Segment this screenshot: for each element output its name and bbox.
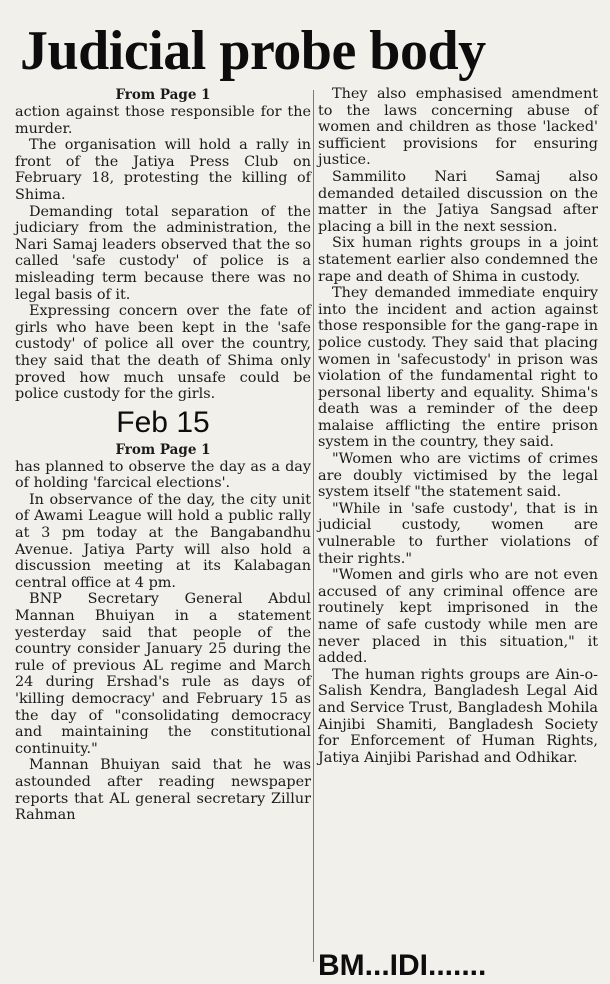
next-article-headline-cropped bbox=[318, 944, 598, 982]
right-column bbox=[318, 86, 598, 766]
article-paragraph: "While in 'safe custody', that is in judicial custody, women are vulnerable to further violations of their rights." bbox=[318, 500, 598, 567]
continued-from-label: From Page 1 bbox=[115, 87, 211, 103]
article-paragraph: In observance of the day, the city unit of Awami League will hold a public rally at 3 pm today at the Bangabandhu Avenue. Jatiya Party will also hold a discussion meeting at its Kalabagan central office at 4 pm. bbox=[15, 491, 311, 591]
article-paragraph: BNP Secretary General Abdul Mannan Bhuiyan in a statement yesterday said that people of the country consider January 25 during the rule of previous AL regime and March 24 during Ershad's rule as days of 'killing democracy' and February 15 as the day of "consolidating democracy and maintaining the constitutional continuity." bbox=[15, 591, 311, 757]
article-paragraph: action against those responsible for the murder. bbox=[15, 104, 311, 137]
article-paragraph: The human rights groups are Ain-o-Salish Kendra, Bangladesh Legal Aid and Service Trust, Bangladesh Mohila Ainjibi Shamiti, Bangladesh Society for Enforcement of Human Rights, Jatiya Ainjibi Parishad and Odhikar. bbox=[318, 666, 598, 766]
article-paragraph: "Women who are victims of crimes are doubly victimised by the legal system itself "the statement said. bbox=[318, 451, 598, 501]
article-paragraph: Demanding total separation of the judiciary from the administration, the Nari Samaj leaders observed that the so called 'safe custody' of police is a misleading term because there was no legal basis of it. bbox=[15, 203, 311, 303]
section-subhead: Feb 15 bbox=[116, 405, 210, 439]
next-headline-text: BM...IDI....... bbox=[318, 949, 487, 982]
headline: Judicial probe body bbox=[20, 20, 486, 82]
left-column bbox=[15, 86, 311, 824]
article-paragraph: They also emphasised amendment to the laws concerning abuse of women and children as those 'lacked' sufficient provisions for ensuring justice. bbox=[318, 86, 598, 169]
article-paragraph: "Women and girls who are not even accused of any criminal offence are routinely kept imprisoned in the name of safe custody while men are never placed in this situation," it added. bbox=[318, 567, 598, 667]
article-paragraph: Six human rights groups in a joint statement earlier also condemned the rape and death of Shima in custody. bbox=[318, 235, 598, 285]
column-rule bbox=[313, 90, 314, 962]
article-paragraph: Mannan Bhuiyan said that he was astounded after reading newspaper reports that AL general secretary Zillur Rahman bbox=[15, 757, 311, 824]
article-paragraph: Sammilito Nari Samaj also demanded detailed discussion on the matter in the Jatiya Sangsad after placing a bill in the next session. bbox=[318, 168, 598, 235]
article-paragraph: Expressing concern over the fate of girls who have been kept in the 'safe custody' of police all over the country, they said that the death of Shima only proved how much unsafe could be police custody for the girls. bbox=[15, 303, 311, 403]
article-paragraph: They demanded immediate enquiry into the incident and action against those responsible for the gang-rape in police custody. They said that placing women in 'safecustody' in prison was violation of the fundamental right to personal liberty and equality. Shima's death was a reminder of the deep malaise afflicting the entire prison system in the country, they said. bbox=[318, 285, 598, 451]
article-paragraph: has planned to observe the day as a day of holding 'farcical elections'. bbox=[15, 458, 311, 492]
continued-from-label: From Page 1 bbox=[115, 441, 211, 458]
article-paragraph: The organisation will hold a rally in front of the Jatiya Press Club on February 18, protesting the killing of Shima. bbox=[15, 137, 311, 203]
